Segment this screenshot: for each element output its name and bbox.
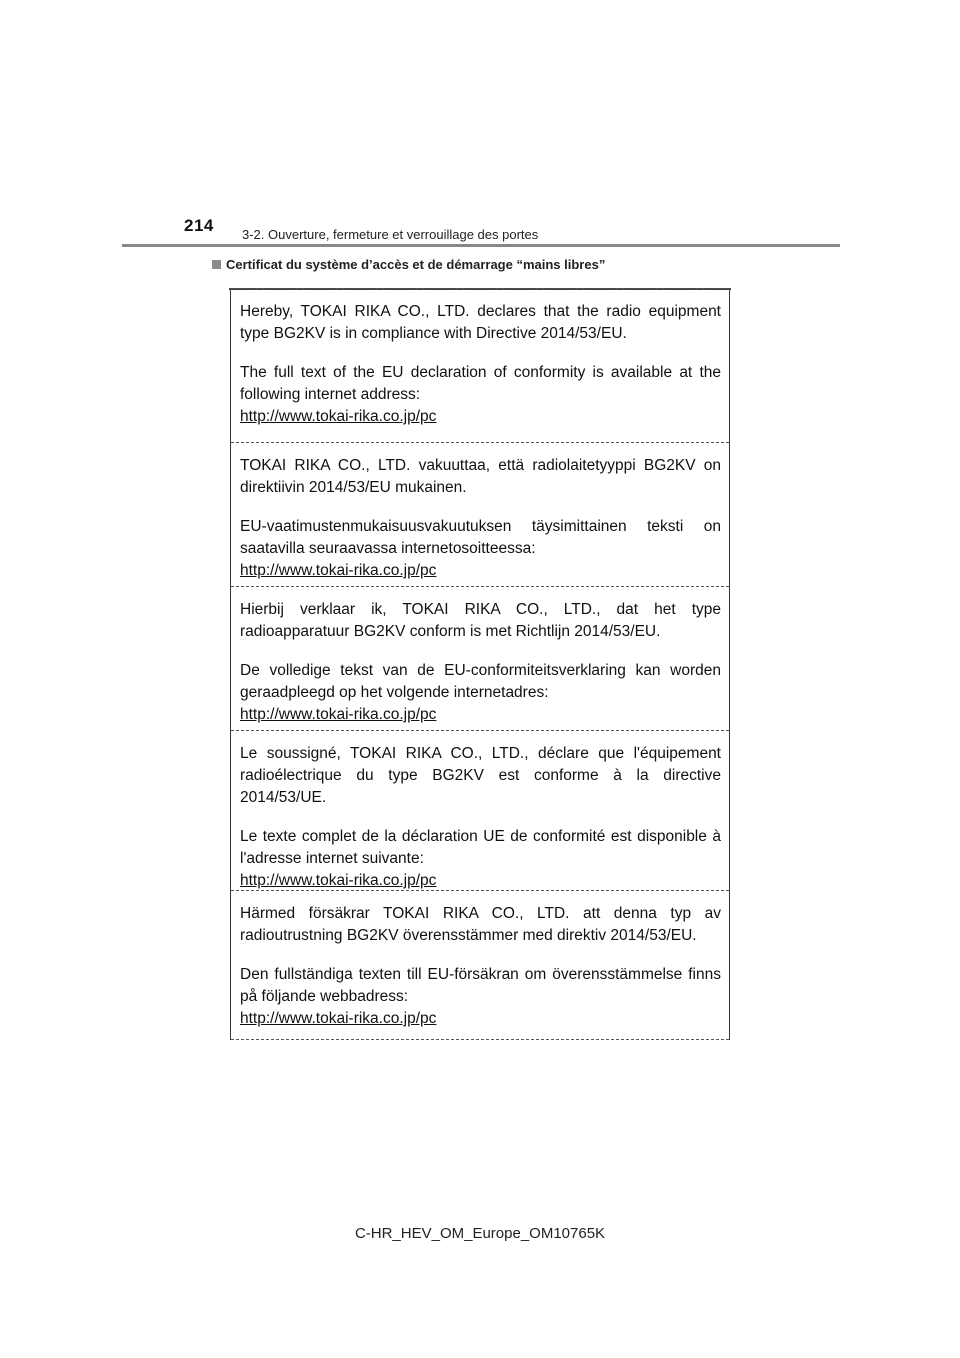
declaration-text: Härmed försäkrar TOKAI RIKA CO., LTD. att denna typ av radioutrustning BG2KV överensstämmer med direktiv 2014/53/EU. [240,905,721,944]
header-rule [122,244,840,247]
section-heading [212,257,605,272]
availability-text: EU-vaatimustenmukaisuusvakuutuksen täysimittainen teksti on saatavilla seuraavassa internetosoitteessa: [240,518,721,557]
certificate-block-finnish [231,442,729,586]
declaration-text: Hierbij verklaar ik, TOKAI RIKA CO., LTD., dat het type radioapparatuur BG2KV conform is met Richtlijn 2014/53/EU. [240,601,721,640]
page-number: 214 [184,216,214,235]
certificate-block-english [231,288,729,442]
declaration-text: TOKAI RIKA CO., LTD. vakuuttaa, että radiolaitetyyppi BG2KV on direktiivin 2014/53/EU mukainen. [240,457,721,496]
declaration-text: Le soussigné, TOKAI RIKA CO., LTD., déclare que l'équipement radioélectrique du type BG2KV est conforme à la directive 2014/53/UE. [240,745,721,806]
availability-text: De volledige tekst van de EU-conformiteitsverklaring kan worden geraadpleegd op het volgende internetadres: [240,662,721,701]
page-header [184,216,539,242]
availability-text: The full text of the EU declaration of conformity is available at the following internet address: [240,364,721,403]
certificate-block-swedish [231,890,729,1040]
conformity-url-link[interactable]: http://www.tokai-rika.co.jp/pc [240,706,437,723]
certificate-block-french [231,730,729,890]
certificate-bottom-border [231,1039,729,1040]
document-id: C-HR_HEV_OM_Europe_OM10765K [354,1225,606,1242]
conformity-url-link[interactable]: http://www.tokai-rika.co.jp/pc [240,1010,437,1027]
availability-text: Den fullständiga texten till EU-försäkran om överensstämmelse finns på följande webbadress: [240,966,721,1005]
declaration-text: Hereby, TOKAI RIKA CO., LTD. declares that the radio equipment type BG2KV is in compliance with Directive 2014/53/EU. [240,303,721,342]
conformity-url-link[interactable]: http://www.tokai-rika.co.jp/pc [240,872,437,889]
certificate-block-dutch [231,586,729,730]
chapter-title: 3-2. Ouverture, fermeture et verrouillage des portes [242,227,539,242]
certificate-box [230,288,730,1040]
conformity-url-link[interactable]: http://www.tokai-rika.co.jp/pc [240,562,437,579]
conformity-url-link[interactable]: http://www.tokai-rika.co.jp/pc [240,408,437,425]
availability-text: Le texte complet de la déclaration UE de conformité est disponible à l'adresse internet suivante: [240,828,721,867]
square-bullet-icon [212,260,221,269]
section-title: Certificat du système d’accès et de démarrage “mains libres” [226,257,606,272]
